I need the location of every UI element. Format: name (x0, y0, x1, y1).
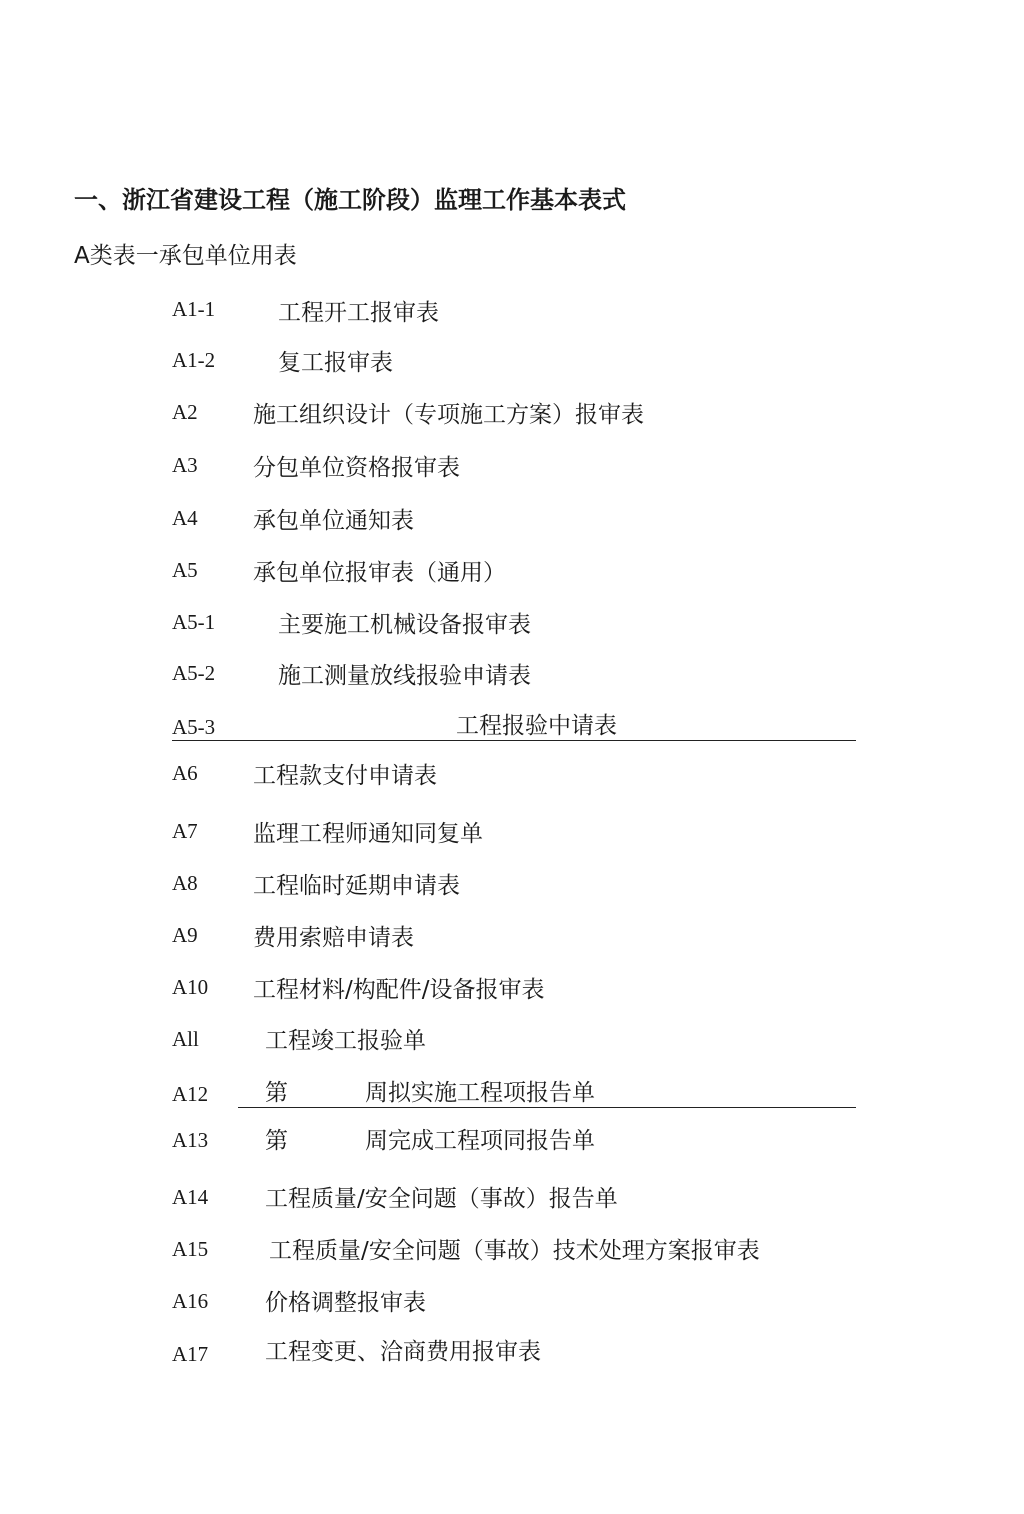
form-name: 价格调整报审表 (265, 1290, 426, 1316)
form-code: A15 (172, 1237, 209, 1261)
form-name: 工程变更、洽商费用报审表 (265, 1339, 541, 1365)
form-name: 工程报验中请表 (456, 713, 617, 739)
section-subtitle: A类表一承包单位用表 (74, 243, 297, 269)
form-name: 施工组织设计（专项施工方案）报审表 (253, 402, 644, 428)
form-name: 工程材料/构配件/设备报审表 (253, 977, 545, 1003)
underline-rule (172, 740, 856, 741)
form-code: A5 (172, 558, 198, 582)
form-name: 工程款支付申请表 (253, 763, 437, 789)
form-name: 主要施工机械设备报审表 (278, 612, 531, 638)
form-code: A9 (172, 923, 198, 947)
form-code: A2 (172, 400, 198, 424)
form-code: A3 (172, 453, 198, 477)
form-name: 工程临时延期申请表 (253, 873, 460, 899)
form-code: A10 (172, 975, 209, 999)
form-code: A13 (172, 1128, 209, 1152)
form-name: 承包单位通知表 (253, 508, 414, 534)
form-name: 工程质量/安全问题（事故）报告单 (265, 1186, 618, 1212)
form-code: A1-2 (172, 348, 216, 372)
week-prefix: 第 (265, 1080, 288, 1106)
form-code: A1-1 (172, 297, 216, 321)
form-code: A14 (172, 1185, 209, 1209)
form-code: A5-2 (172, 661, 216, 685)
form-name: 费用索赔申请表 (253, 925, 414, 951)
form-name: 工程竣工报验单 (265, 1028, 426, 1054)
form-name: 周拟实施工程项报告单 (365, 1080, 595, 1106)
form-code: A6 (172, 761, 198, 785)
form-name: 复工报审表 (278, 350, 393, 376)
form-code: A7 (172, 819, 198, 843)
form-code: A17 (172, 1342, 209, 1366)
document-title: 一、浙江省建设工程（施工阶段）监理工作基本表式 (74, 186, 626, 214)
form-code: A5-3 (172, 715, 216, 739)
form-code: A8 (172, 871, 198, 895)
form-name: 工程质量/安全问题（事故）技术处理方案报审表 (269, 1238, 760, 1264)
form-name: 工程开工报审表 (278, 300, 439, 326)
form-name: 监理工程师通知同复单 (253, 821, 483, 847)
form-code: A5-1 (172, 610, 216, 634)
form-code: A4 (172, 506, 198, 530)
form-code: All (172, 1027, 199, 1051)
form-name: 承包单位报审表（通用） (253, 560, 506, 586)
form-code: A16 (172, 1289, 209, 1313)
week-prefix: 第 (265, 1128, 288, 1154)
form-name: 周完成工程项同报告单 (365, 1128, 595, 1154)
underline-rule (238, 1107, 856, 1108)
form-name: 施工测量放线报验申请表 (278, 663, 531, 689)
form-name: 分包单位资格报审表 (253, 455, 460, 481)
form-code: A12 (172, 1082, 209, 1106)
